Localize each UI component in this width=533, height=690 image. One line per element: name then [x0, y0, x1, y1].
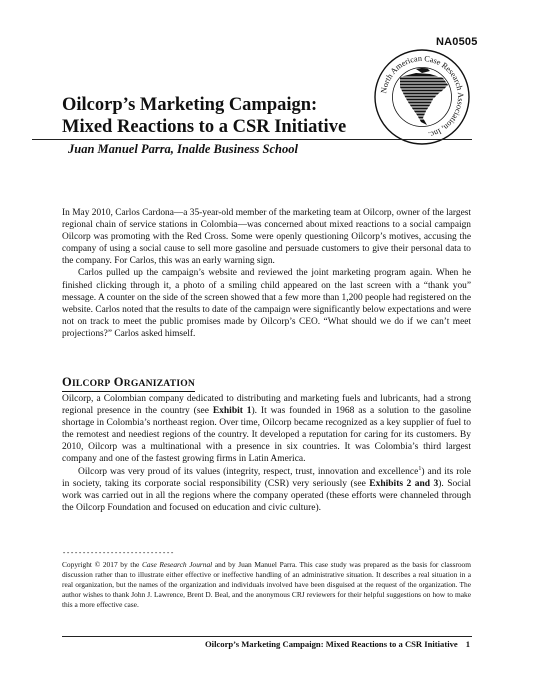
copyright-footnote — [62, 560, 471, 610]
journal-name: Case Research Journal — [141, 560, 213, 569]
org-p1-text-a: Oilcorp, a Colombian company dedicated to distributing and marketing fuels and lubricants, had a strong regional presence in the country (see — [62, 394, 471, 417]
heading-initial-2: O — [113, 375, 124, 389]
org-p2-text-c: ). Social work was carried out in all the regions where the company operated (these efforts were channeled through the Oilcorp Foundation and focused on education and civic culture). — [62, 478, 471, 513]
section-heading-oilcorp-organization — [62, 375, 195, 392]
heading-initial-1: O — [62, 375, 72, 389]
exhibit-1-reference: Exhibit 1 — [212, 406, 252, 417]
organization-section — [62, 393, 471, 514]
exhibits-2-3-reference: Exhibits 2 and 3 — [369, 478, 439, 489]
title-divider — [32, 139, 472, 140]
footnote-marker: 1 — [418, 465, 422, 472]
svg-text:North American Case Research A: North American Case Research Association, Inc. — [379, 53, 466, 140]
footnote-separator: ---------------------------- — [62, 550, 175, 558]
organization-paragraph-1 — [62, 393, 471, 466]
intro-paragraph-1: In May 2010, Carlos Cardona—a 35-year-old member of the marketing team at Oilcorp, owner of the largest regional chain of service stations in Colombia—was concerned about mixed reactions to a social campaign Oilcorp was promoting with the Red Cross. Some were openly questioning Oilcorp’s motives, accusing the company of using a social cause to sell more gasoline and persuade customers to give their personal data to the company. For Carlos, this was an early warning sign. — [62, 208, 471, 267]
intro-section — [62, 207, 471, 340]
footnote-text-a: Copyright © 2017 by the — [62, 560, 142, 569]
nacra-seal-logo — [372, 47, 472, 147]
running-title: Oilcorp’s Marketing Campaign: Mixed Reactions to a CSR Initiative — [205, 639, 458, 649]
organization-paragraph-2 — [62, 466, 471, 514]
author-byline: Juan Manuel Parra, Inalde Business School — [68, 142, 298, 156]
case-id: NA0505 — [436, 36, 478, 48]
heading-rest-1: ILCORP — [71, 378, 111, 389]
org-p2-text-a: Oilcorp was very proud of its values (integrity, respect, trust, innovation and excellence — [78, 466, 419, 477]
intro-paragraph-2: Carlos pulled up the campaign’s website and reviewed the joint marketing program again. When he finished clicking through it, a photo of a smiling child appeared on the last screen with a “thank you” message. A counter on the side of the screen showed that a few more than 1,200 people had registered on the website. Carlos noted that the results to date of the campaign were significantly below expectations and were not on track to meet the public promises made by Oilcorp’s CEO. “What should we do if we can’t meet projections?” Carlos asked himself. — [62, 268, 471, 339]
heading-rest-2: RGANIZATION — [123, 378, 196, 389]
case-title-line-2: Mixed Reactions to a CSR Initiative — [62, 117, 347, 137]
page-number: 1 — [465, 639, 470, 649]
case-title — [62, 94, 382, 138]
page-footer — [205, 639, 470, 649]
org-p1-text-b: ). It was founded in 1968 as a solution to the gasoline shortage in Colombia’s northeast region. Over time, Oilcorp became recognized as a key supplier of fuel to the remotest and neediest regions of the country. It developed a reputation for caring for its customers. By 2010, Oilcorp was a multinational with a presence in six countries. It was Colombia’s third largest company and one of the fastest growing firms in Latin America. — [62, 406, 471, 465]
case-title-line-1: Oilcorp’s Marketing Campaign: — [62, 95, 318, 115]
footnote-text-b: and by Juan Manuel Parra. This case study was prepared as the basis for classroom discussion rather than to illustrate either effective or ineffective handling of an administrative situation. It describes a real situation in a real organization, but the names of the organization and individuals involved have been disguised at the request of the organization. The author wishes to thank John J. Lawrence, Brent D. Beal, and the anonymous CRJ reviewers for their helpful suggestions on how to make this a more effective case. — [62, 560, 471, 609]
org-p2-text-b: ) and its role in society, taking its corporate social responsibility (CSR) very seriously (see — [62, 466, 471, 489]
footer-divider — [62, 636, 472, 637]
